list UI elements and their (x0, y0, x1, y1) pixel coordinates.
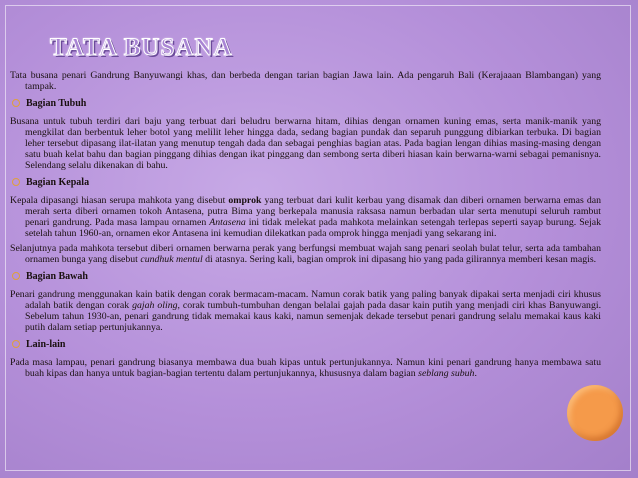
section-heading-bagian-kepala (10, 175, 601, 191)
paragraph-text: Selanjutnya pada mahkota tersebut diberi ornamen berwarna perak yang berfungsi membuat wajah sang penari seolah bulat telur, serta ada tambahan ornamen bunga yang disebut (10, 243, 601, 265)
section-heading-text: Lain-lain (26, 339, 66, 350)
section-heading-bagian-bawah (10, 269, 601, 285)
decorative-orange-circle (567, 385, 623, 441)
paragraph-italic-term: gajah oling (132, 300, 178, 311)
paragraph-text: , corak tumbuh-tumbuhan dengan belalai gajah pada dasar kain putih yang menjadi ciri khas Banyuwangi. Sebelum tahun 1930-an, penari gandrung tidak memakai kaus kaki, namun semenjak dekade tersebut penari gandrung selalu memakai kaus kaki putih dalam setiap pertunjukannya. (25, 300, 602, 333)
intro-paragraph: Tata busana penari Gandrung Banyuwangi khas, dan berbeda dengan tarian bagian Jawa lain. Ada pengaruh Bali (Kerajaaan Blambangan) yang tampak. (10, 70, 601, 92)
paragraph-italic-term: seblang subuh (418, 368, 475, 379)
bullet-circle-icon (12, 272, 20, 280)
section-heading-text: Bagian Tubuh (26, 98, 87, 109)
section-paragraph (10, 357, 601, 379)
bullet-circle-icon (12, 99, 20, 107)
slide-content (10, 70, 601, 383)
paragraph-text: . (474, 368, 477, 379)
section-heading-bagian-tubuh (10, 96, 601, 112)
section-paragraph (10, 289, 601, 333)
paragraph-text: ini tidak melekat pada mahkota melainkan setengah terlepas seperti sayap burung. Sejak setelah tahun 1960-an, ornamen ekor Antasena ini kemudian dilekatkan pada omprok hingga menjadi yang sekarang ini. (25, 217, 601, 239)
section-heading-text: Bagian Kepala (26, 177, 90, 188)
section-paragraph (10, 243, 601, 265)
paragraph-bold-term: omprok (228, 195, 262, 206)
paragraph-italic-term: cundhuk mentul (140, 254, 203, 265)
paragraph-text: Penari gandrung menggunakan kain batik dengan corak bermacam-macam. Namun corak batik yang paling banyak dipakai serta menjadi ciri khusus adalah batik dengan corak (10, 289, 601, 311)
slide-title: TATA BUSANA (50, 34, 233, 61)
paragraph-text: Kepala dipasangi hiasan serupa mahkota yang disebut (10, 195, 229, 206)
paragraph-text: Busana untuk tubuh terdiri dari baju yang terbuat dari beludru berwarna hitam, dihias dengan ornamen kuning emas, serta manik-manik yang mengkilat dan berbentuk leher botol yang melilit leher hingga dada, sedang bagian pundak dan separuh punggung dibiarkan terbuka. Di bagian leher tersebut dipasang ilat-ilatan yang menutup tengah dada dan sebagai penghias bagian atas. Pada bagian lengan dihias masing-masing dengan satu buah kelat bahu dan bagian pinggang dihias dengan ikat pinggang dan sembong serta diberi hiasan kain berwarna-warni sebagai pemanisnya. Selendang selalu dikenakan di bahu. (10, 116, 601, 171)
paragraph-text: Pada masa lampau, penari gandrung biasanya membawa dua buah kipas untuk pertunjukannya. Namun kini penari gandrung hanya membawa satu buah kipas dan hanya untuk bagian-bagian tertentu dalam pertunjukannya, khususnya dalam bagian (10, 357, 601, 379)
bullet-circle-icon (12, 178, 20, 186)
section-heading-text: Bagian Bawah (26, 271, 88, 282)
paragraph-text: di atasnya. Sering kali, bagian omprok ini dipasang hio yang pada gilirannya memberi kesan magis. (202, 254, 597, 265)
paragraph-italic-term: Antasena (209, 217, 246, 228)
section-paragraph (10, 195, 601, 239)
section-paragraph (10, 116, 601, 171)
paragraph-text: yang terbuat dari kulit kerbau yang disamak dan diberi ornamen berwarna emas dan merah serta diberi ornamen tokoh Antasena, putra Bima yang berkepala manusia raksasa namun berbadan ular serta menutupi seluruh rambut penari gandrung. Pada masa lampau ornamen (25, 195, 601, 228)
section-heading-lain-lain (10, 337, 601, 353)
bullet-circle-icon (12, 340, 20, 348)
